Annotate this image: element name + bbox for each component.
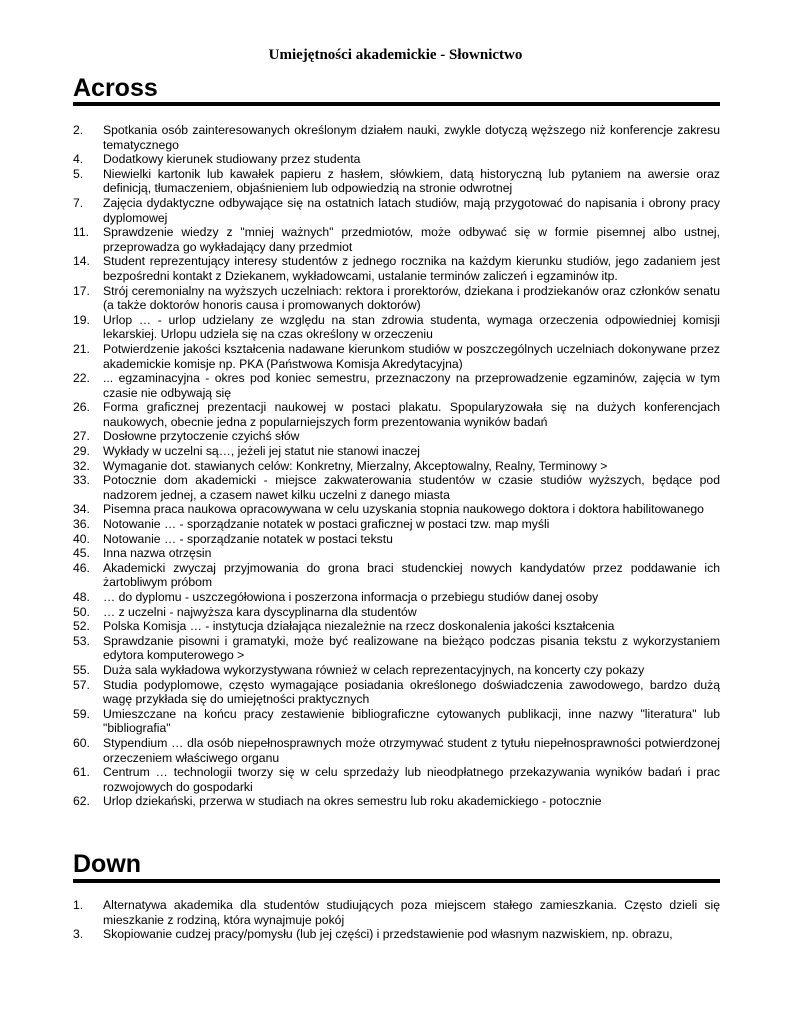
clue-text: Potocznie dom akademicki - miejsce zakwaterowania studentów w czasie studiów wyższych, będące pod nadzorem jednej, a czasem nawet kilku uczelni z danego miasta [103,473,720,502]
clue-text: Wykłady w uczelni są…, jeżeli jej statut nie stanowi inaczej [103,444,420,459]
clue-text: Polska Komisja … - instytucja działająca niezależnie na rzecz doskonalenia jakości kształcenia [103,619,615,634]
clue-text: Wymaganie dot. stawianych celów: Konkretny, Mierzalny, Akceptowalny, Realny, Terminowy > [103,458,608,473]
clue-number: 1. [73,898,84,912]
clue-number: 21. [73,341,90,356]
across-clue [73,284,720,313]
clue-number: 14. [73,254,90,269]
clue-number: 60. [73,735,90,750]
across-clue [73,546,720,561]
clue-text: Duża sala wykładowa wykorzystywana również w celach reprezentacyjnych, na koncerty czy pokazy [103,662,645,677]
across-clue [73,225,720,254]
down-clue [73,898,720,927]
across-clue [73,765,720,794]
across-divider [73,102,720,106]
clue-text: Umieszczane na końcu pracy zestawienie bibliograficzne cytowanych publikacji, inne nazwy "literatura" lub "bibliografia" [103,706,720,736]
clue-number: 46. [73,560,90,575]
across-heading: Across [73,74,158,102]
clue-number: 53. [73,633,90,648]
clue-text: ... egzaminacyjna - okres pod koniec semestru, przeznaczony na przeprowadzenie egzaminów, zajęcia w tym czasie nie odbywają się [103,371,720,400]
clue-number: 52. [73,619,90,634]
clue-number: 4. [73,152,84,167]
clue-text: Dosłowne przytoczenie czyichś słów [103,429,300,444]
clue-text: … z uczelni - najwyższa kara dyscyplinarna dla studentów [103,604,417,619]
clue-text: Akademicki zwyczaj przyjmowania do grona braci studenckiej nowych kandydatów przez poddawanie ich żartobliwym próbom [103,560,720,590]
clue-number: 55. [73,662,90,677]
across-clue [73,605,720,620]
clue-number: 50. [73,604,90,619]
clue-number: 62. [73,794,90,809]
clue-number: 59. [73,706,90,721]
clue-text: Niewielki kartonik lub kawałek papieru z hasłem, słówkiem, datą historyczną lub pytaniem na awersie oraz definicją, tłumaczeniem, objaśnieniem lub odpowiedzią na stronie odwrotnej [103,166,720,196]
clue-text: Skopiowanie cudzej pracy/pomysłu (lub jej części) i przedstawienie pod własnym nazwiskiem, np. obrazu, [103,927,673,942]
across-clue [73,634,720,663]
across-clue [73,196,720,225]
clue-text: Studia podyplomowe, często wymagające posiadania określonego doświadczenia zawodowego, bardzo dużą wagę przykłada się do umiejętności praktycznych [103,677,720,707]
clue-text: Inna nazwa otrzęsin [103,546,212,561]
across-clue [73,794,720,809]
across-clue [73,342,720,371]
clue-number: 3. [73,927,84,942]
clue-text: Strój ceremonialny na wyższych uczelniach: rektora i prorektorów, dziekana i prodziekanów oraz członków senatu (a także doktorów honoris causa i promowanych doktorów) [103,283,720,313]
across-clue [73,561,720,590]
clue-number: 34. [73,502,90,517]
document-title: Umiejętności akademickie - Słownictwo [268,47,523,63]
clue-text: Sprawdzanie pisowni i gramatyki, może być realizowane na bieżąco podczas pisania tekstu z wykorzystaniem edytora komputerowego > [103,633,720,663]
across-clue [73,736,720,765]
across-clue-list [73,123,720,809]
clue-number: 27. [73,429,90,444]
across-clue [73,590,720,605]
down-clue-list [73,898,720,942]
across-clue [73,707,720,736]
clue-number: 19. [73,312,90,327]
clue-number: 33. [73,473,90,488]
across-clue [73,663,720,678]
clue-number: 32. [73,458,90,473]
across-clue [73,152,720,167]
clue-text: Notowanie … - sporządzanie notatek w postaci graficznej w postaci tzw. map myśli [103,517,550,532]
across-clue [73,502,720,517]
across-clue [73,619,720,634]
across-clue [73,473,720,502]
clue-number: 61. [73,765,90,780]
clue-text: Urlop … - urlop udzielany ze względu na stan zdrowia studenta, wymaga orzeczenia odpowiedniej komisji lekarskiej. Urlopu udziela się na czas określony w orzeczeniu [103,312,720,342]
clue-text: Potwierdzenie jakości kształcenia nadawane kierunkom studiów w poszczególnych uczelniach dokonywane przez akademickie komisje np. PKA (Państwowa Komisja Akredytacyjna) [103,341,720,371]
clue-text: Urlop dziekański, przerwa w studiach na okres semestru lub roku akademickiego - potocznie [103,794,602,809]
across-clue [73,459,720,474]
clue-text: Alternatywa akademika dla studentów studiujących poza miejscem stałego zamieszkania. Często dzieli się mieszkanie z rodziną, która wynajmuje pokój [103,898,720,927]
clue-number: 48. [73,590,90,604]
across-clue [73,532,720,547]
down-clue [73,927,720,942]
clue-number: 29. [73,444,90,459]
clue-number: 45. [73,546,90,561]
across-clue [73,123,720,152]
clue-text: … do dyplomu - uszczegółowiona i poszerzona informacja o przebiegu studiów danej osoby [103,590,599,604]
down-heading: Down [73,850,142,878]
clue-number: 57. [73,677,90,692]
clue-text: Stypendium … dla osób niepełnosprawnych może otrzymywać student z tytułu niepełnosprawności potwierdzonej orzeczeniem właściwego organu [103,735,720,765]
clue-number: 40. [73,531,90,546]
clue-number: 17. [73,283,90,298]
clue-text: Student reprezentujący interesy studentów z jednego rocznika na każdym kierunku studiów, jego zadaniem jest bezpośredni kontakt z Dziekanem, wykładowcami, ustalanie terminów zaliczeń i egzaminów itp. [103,254,720,283]
clue-text: Dodatkowy kierunek studiowany przez studenta [103,152,361,167]
across-clue [73,371,720,400]
down-divider [73,879,720,883]
clue-number: 26. [73,400,90,415]
clue-text: Pisemna praca naukowa opracowywana w celu uzyskania stopnia naukowego doktora i doktora habilitowanego [103,502,704,517]
clue-number: 22. [73,371,90,386]
clue-text: Spotkania osób zainteresowanych określonym działem nauki, zwykle dotyczą węższego niż konferencje zakresu tematycznego [103,123,720,152]
clue-number: 36. [73,517,90,532]
clue-text: Notowanie … - sporządzanie notatek w postaci tekstu [103,531,393,546]
clue-text: Centrum … technologii tworzy się w celu sprzedaży lub nieodpłatnego przekazywania wyników badań i prac rozwojowych do gospodarki [103,765,720,794]
across-clue [73,444,720,459]
clue-text: Zajęcia dydaktyczne odbywające się na ostatnich latach studiów, mają przygotować do napisania i obrony pracy dyplomowej [103,195,720,225]
across-clue [73,678,720,707]
clue-number: 11. [73,225,90,240]
across-clue [73,400,720,429]
clue-number: 2. [73,123,84,137]
clue-number: 7. [73,195,84,210]
clue-text: Sprawdzenie wiedzy z "mniej ważnych" przedmiotów, może odbywać się w formie pisemnej albo ustnej, przeprowadza go wykładający dany przedmiot [103,225,720,254]
clue-number: 5. [73,166,84,181]
across-clue [73,517,720,532]
across-clue [73,313,720,342]
across-clue [73,167,720,196]
across-clue [73,254,720,283]
clue-text: Forma graficznej prezentacji naukowej w postaci plakatu. Spopularyzowała się na dużych konferencjach naukowych, obecnie jedna z popularniejszych form prezentowania wyników badań [103,400,720,429]
across-clue [73,429,720,444]
